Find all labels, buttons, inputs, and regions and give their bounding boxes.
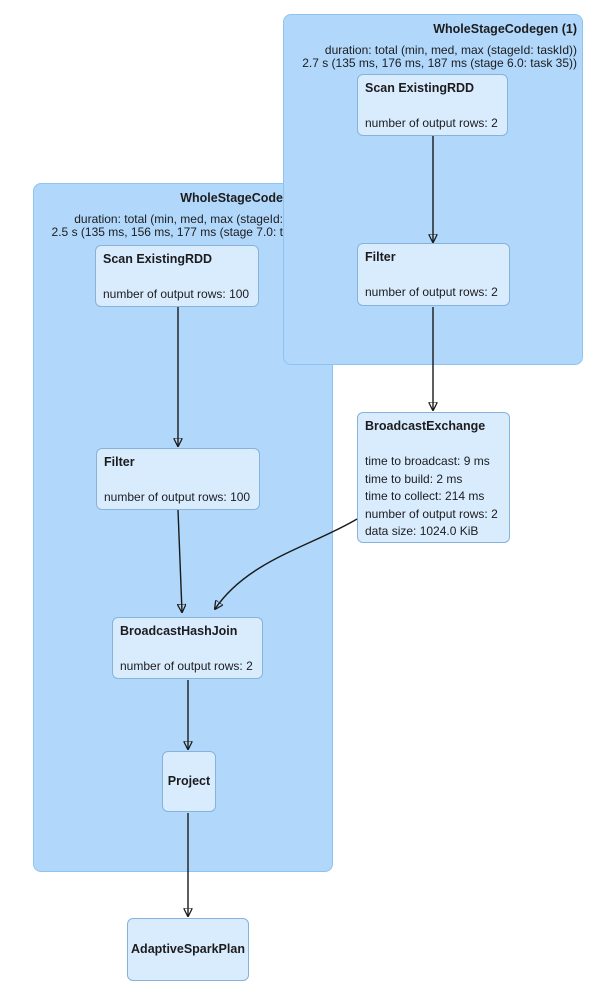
plan-node-filter-1[interactable] — [357, 243, 510, 306]
node-metrics — [365, 115, 501, 133]
cluster-title: WholeStageCodegen (1) — [433, 22, 577, 36]
plan-node-broadcast-exchange[interactable] — [357, 412, 510, 543]
cluster-label — [34, 191, 283, 238]
node-metric: number of output rows: 100 — [104, 490, 251, 504]
node-metric: number of output rows: 2 — [365, 506, 498, 521]
plan-node-project[interactable] — [162, 751, 216, 812]
node-metric: number of output rows: 100 — [103, 287, 250, 301]
node-metrics — [365, 284, 503, 302]
node-metric: number of output rows: 2 — [120, 659, 253, 673]
plan-node-scan-existing-rdd-2[interactable] — [95, 245, 259, 307]
node-title: BroadcastHashJoin — [120, 624, 238, 638]
node-title: Project — [167, 774, 211, 788]
node-metrics — [103, 286, 252, 304]
node-metrics — [120, 658, 256, 676]
plan-node-adaptive-spark-plan[interactable] — [127, 918, 249, 981]
node-metric: number of output rows: 2 — [365, 116, 498, 130]
plan-node-broadcast-hash-join[interactable] — [112, 617, 263, 679]
cluster-label — [292, 22, 577, 69]
node-metric: time to broadcast: 9 ms — [365, 454, 490, 468]
node-title: Filter — [365, 250, 396, 264]
cluster-wholestagecodegen-1 — [283, 14, 583, 365]
node-metric: number of output rows: 2 — [365, 285, 498, 299]
node-metrics — [104, 489, 253, 507]
node-title: Scan ExistingRDD — [365, 81, 475, 95]
node-metric: data size: 1024.0 KiB — [365, 524, 479, 538]
node-metric: time to collect: 214 ms — [365, 489, 485, 503]
cluster-duration-label: duration: total (min, med, max (stageId: — [74, 212, 283, 226]
plan-node-scan-existing-rdd-1[interactable] — [357, 74, 508, 136]
cluster-duration-label: duration: total (min, med, max (stageId: taskId)) — [324, 43, 577, 57]
node-title: Filter — [104, 455, 135, 469]
cluster-duration-value: 2.5 s (135 ms, 156 ms, 177 ms (stage 7.0: t — [51, 224, 283, 239]
node-title: BroadcastExchange — [365, 419, 486, 433]
cluster-duration-value: 2.7 s (135 ms, 176 ms, 187 ms (stage 6.0: task 35)) — [302, 55, 577, 70]
plan-node-filter-2[interactable] — [96, 448, 260, 510]
node-metric: time to build: 2 ms — [365, 471, 463, 486]
node-title: AdaptiveSparkPlan — [131, 942, 245, 956]
node-title: Scan ExistingRDD — [103, 252, 213, 266]
cluster-title: WholeStageCode — [180, 191, 283, 205]
node-metrics — [365, 453, 503, 541]
